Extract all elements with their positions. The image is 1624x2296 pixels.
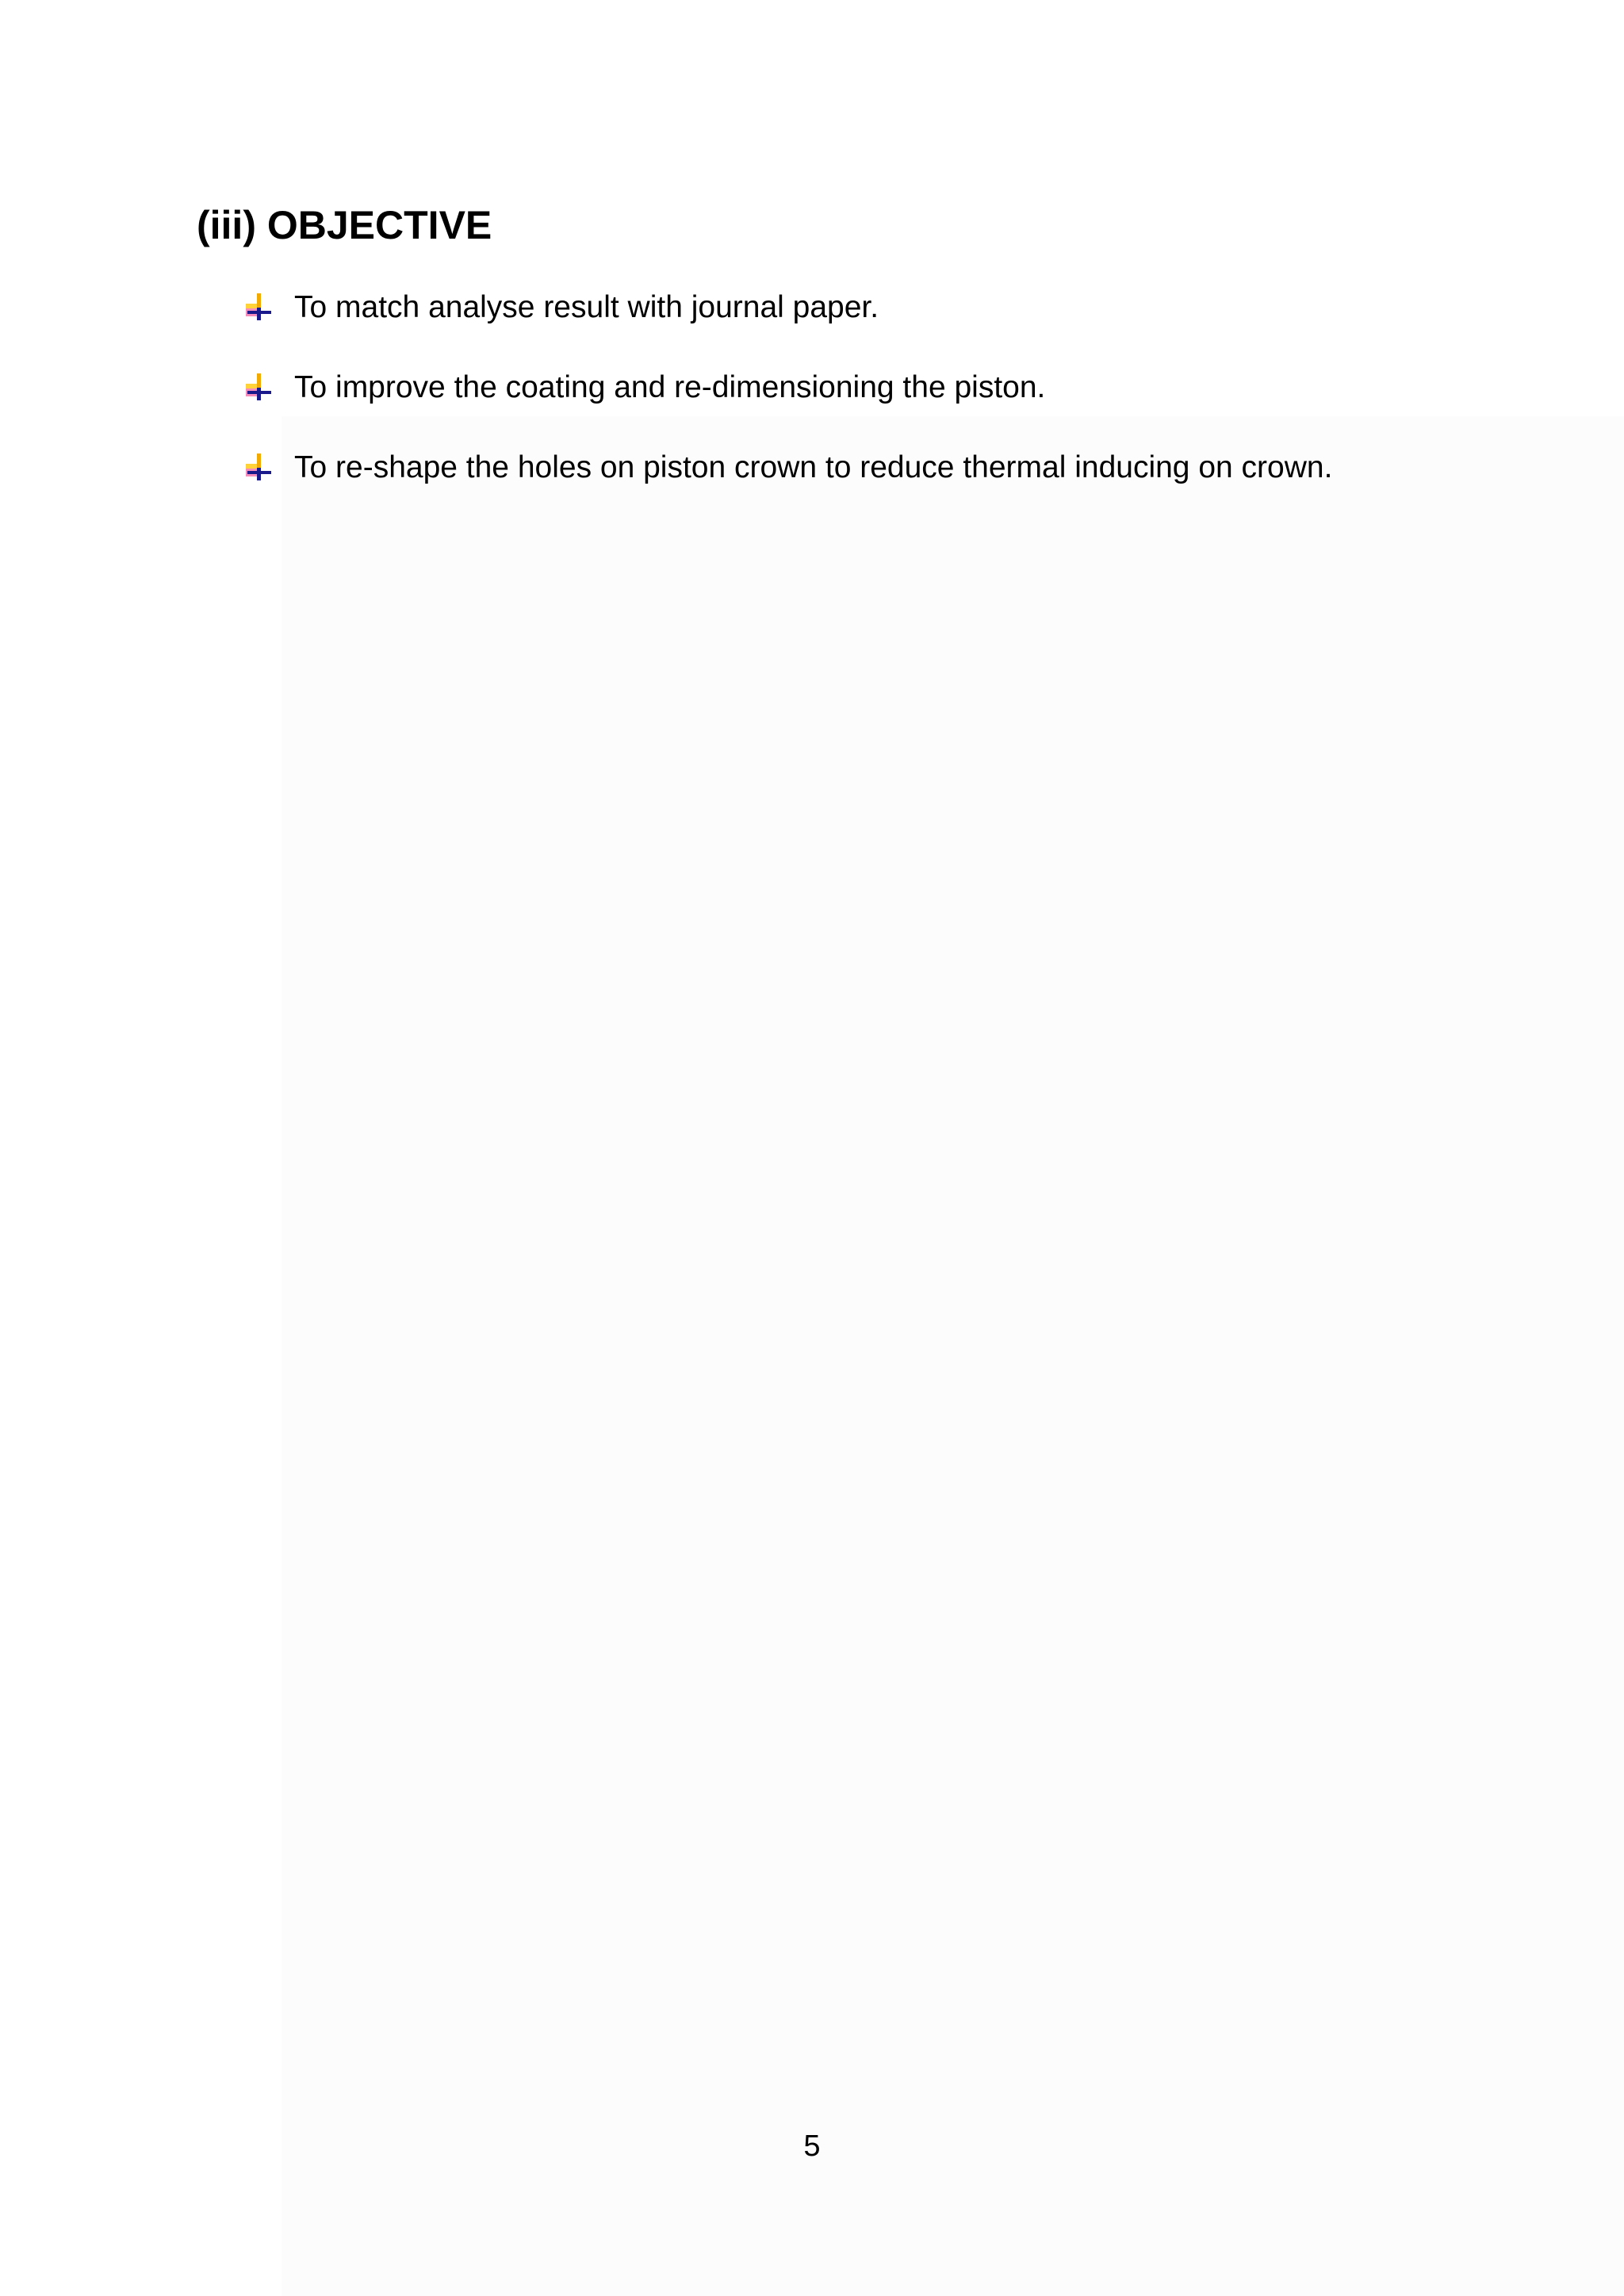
section-heading: (iii) OBJECTIVE (197, 203, 492, 247)
scan-shading (282, 416, 1624, 2296)
colored-cross-bullet-icon (244, 293, 273, 322)
bullet-text: To improve the coating and re-dimensioning the piston. (294, 370, 1046, 404)
colored-cross-bullet-icon (244, 453, 273, 482)
page-number: 5 (803, 2130, 821, 2163)
bullet-text: To match analyse result with journal paper. (294, 290, 879, 324)
bullet-text: To re-shape the holes on piston crown to reduce thermal inducing on crown. (294, 450, 1333, 484)
colored-cross-bullet-icon (244, 373, 273, 402)
